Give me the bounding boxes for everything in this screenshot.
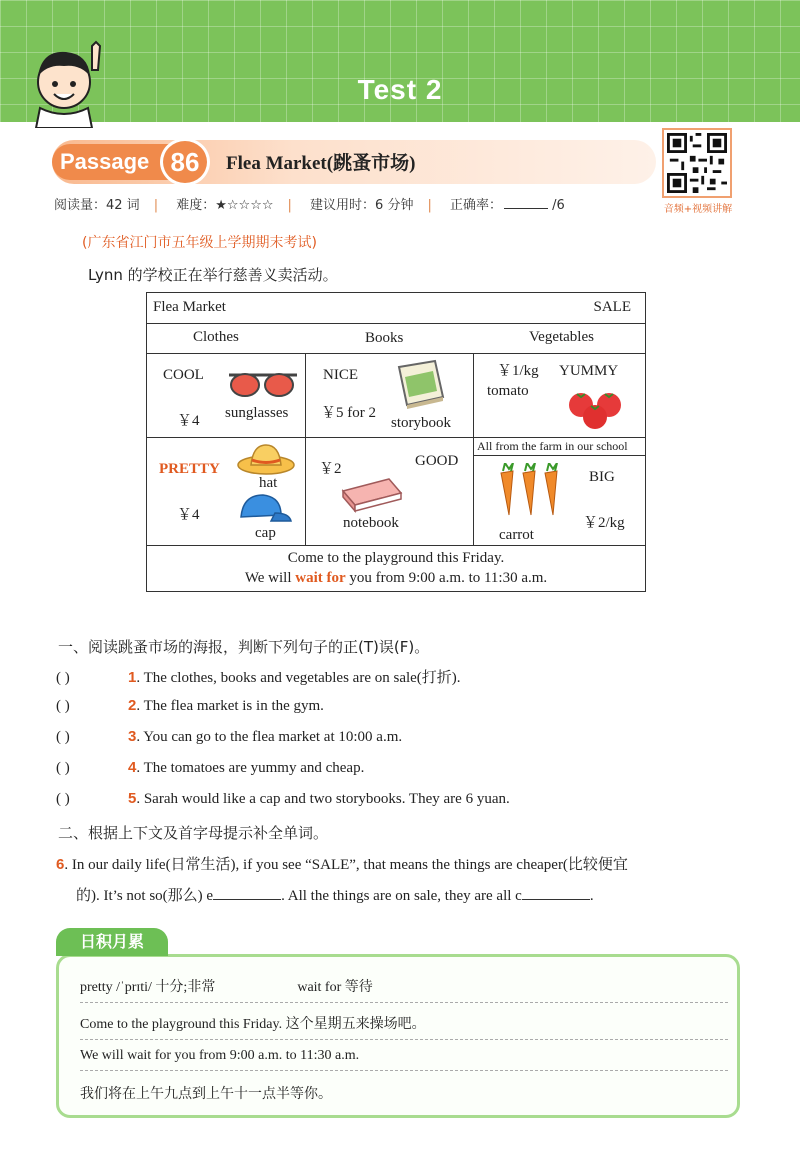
passage-number: 86 [160,138,210,186]
storybook-price: ￥5 for 2 [321,405,376,421]
question-6-line2: 的). It’s not so(那么) e . All the things are on sale, they are all c . [76,888,594,904]
question-4: ( ) 4. The tomatoes are yummy and cheap. [56,759,365,776]
section1-title: 一、阅读跳蚤市场的海报，判断下列句子的正(T)误(F)。 [58,638,430,656]
reading-meta: 阅读量：42 词 | 难度：★☆☆☆☆ | 建议用时：6 分钟 | 正确率： /6 [54,194,565,213]
storybook-icon [391,357,447,413]
test-title: Test 2 [357,74,443,105]
poster-sale: SALE [593,299,631,315]
difficulty-stars-icon: ★☆☆☆☆ [215,198,274,213]
accuracy-label: 正确率： [449,198,502,213]
answer-blank-1[interactable]: ( ) [56,670,70,686]
question-1: ( ) 1. The clothes, books and vegetables are on sale(打折). [56,669,461,686]
accuracy-blank[interactable] [504,208,548,209]
question-6-line1: 6. In our daily life(日常生活), if you see “SALE”, that means the things are cheaper(比较便宜 [56,856,628,873]
vocab-line-2: Come to the playground this Friday. 这个星期五来操场吧。 [80,1013,728,1040]
vocabulary-tab: 日积月累 [56,928,168,956]
label-good: GOOD [415,453,459,469]
passage-title: Flea Market(跳蚤市场) [226,153,416,174]
answer-blank-3[interactable]: ( ) [56,729,70,745]
label-yummy: YUMMY [559,363,619,379]
tomato-icon [565,385,627,431]
item-hat: hat [259,475,278,491]
label-cool: COOL [163,367,204,383]
question-3: ( ) 3. You can go to the flea market at 10:00 a.m. [56,728,403,745]
sunglasses-price: ￥4 [177,413,200,429]
poster-title: Flea Market [153,299,226,315]
flea-market-poster [146,292,646,592]
intro-text: Lynn 的学校正在举行慈善义卖活动。 [88,266,338,284]
vocab-line-1: pretty /ˈprɪti/ 十分;非常 wait for 等待 [80,976,728,1003]
fill-blank-c[interactable] [522,899,590,900]
carrot-price: ￥2/kg [583,515,625,531]
answer-blank-2[interactable]: ( ) [56,698,70,714]
question-2: ( ) 2. The flea market is in the gym. [56,697,324,714]
passage-label: Passage [52,144,170,180]
poster-footer-line2: We will wait for you from 9:00 a.m. to 11:30 a.m. [244,570,548,586]
column-vegetables: Vegetables [529,329,594,345]
fill-blank-e[interactable] [213,899,281,900]
exam-source: (广东省江门市五年级上学期期末考试) [82,235,317,251]
page-header [0,0,800,122]
notebook-price: ￥2 [319,461,342,477]
vocab-line-3: We will wait for you from 9:00 a.m. to 11:30 a.m. [80,1048,728,1071]
question-5: ( ) 5. Sarah would like a cap and two storybooks. They are 6 yuan. [56,790,510,807]
sunglasses-icon [227,367,299,399]
item-sunglasses: sunglasses [225,405,289,421]
vocab-line-4: 我们将在上午九点到上午十一点半等你。 [80,1087,332,1102]
column-books: Books [365,330,404,346]
column-clothes: Clothes [193,329,239,345]
label-big: BIG [589,469,615,485]
suggested-time: 建议用时：6 分钟 [310,198,414,213]
item-carrot: carrot [499,527,534,543]
item-cap: cap [255,525,276,541]
item-storybook: storybook [391,415,451,431]
hat-icon [235,441,297,477]
qr-code-icon [667,133,727,193]
cap-icon [235,491,293,527]
section2-title: 二、根据上下文及首字母提示补全单词。 [58,824,329,842]
answer-blank-4[interactable]: ( ) [56,760,70,776]
cap-price: ￥4 [177,507,200,523]
poster-footer-line1: Come to the playground this Friday. [287,550,505,566]
tomato-price: ￥1/kg [497,363,539,379]
qr-label: 音频+视频讲解 [663,204,733,215]
carrot-icon [495,463,567,519]
label-pretty: PRETTY [159,461,220,477]
farm-note: All from the farm in our school [477,439,628,453]
notebook-icon [339,473,405,513]
accuracy-total: /6 [552,198,565,213]
difficulty-label: 难度： [176,198,216,213]
item-notebook: notebook [343,515,399,531]
qr-code[interactable] [662,128,732,198]
highlight-wait-for: wait for [295,570,346,586]
word-count: 阅读量：42 词 [54,198,140,213]
item-tomato: tomato [487,383,529,399]
label-nice: NICE [323,367,358,383]
answer-blank-5[interactable]: ( ) [56,791,70,807]
